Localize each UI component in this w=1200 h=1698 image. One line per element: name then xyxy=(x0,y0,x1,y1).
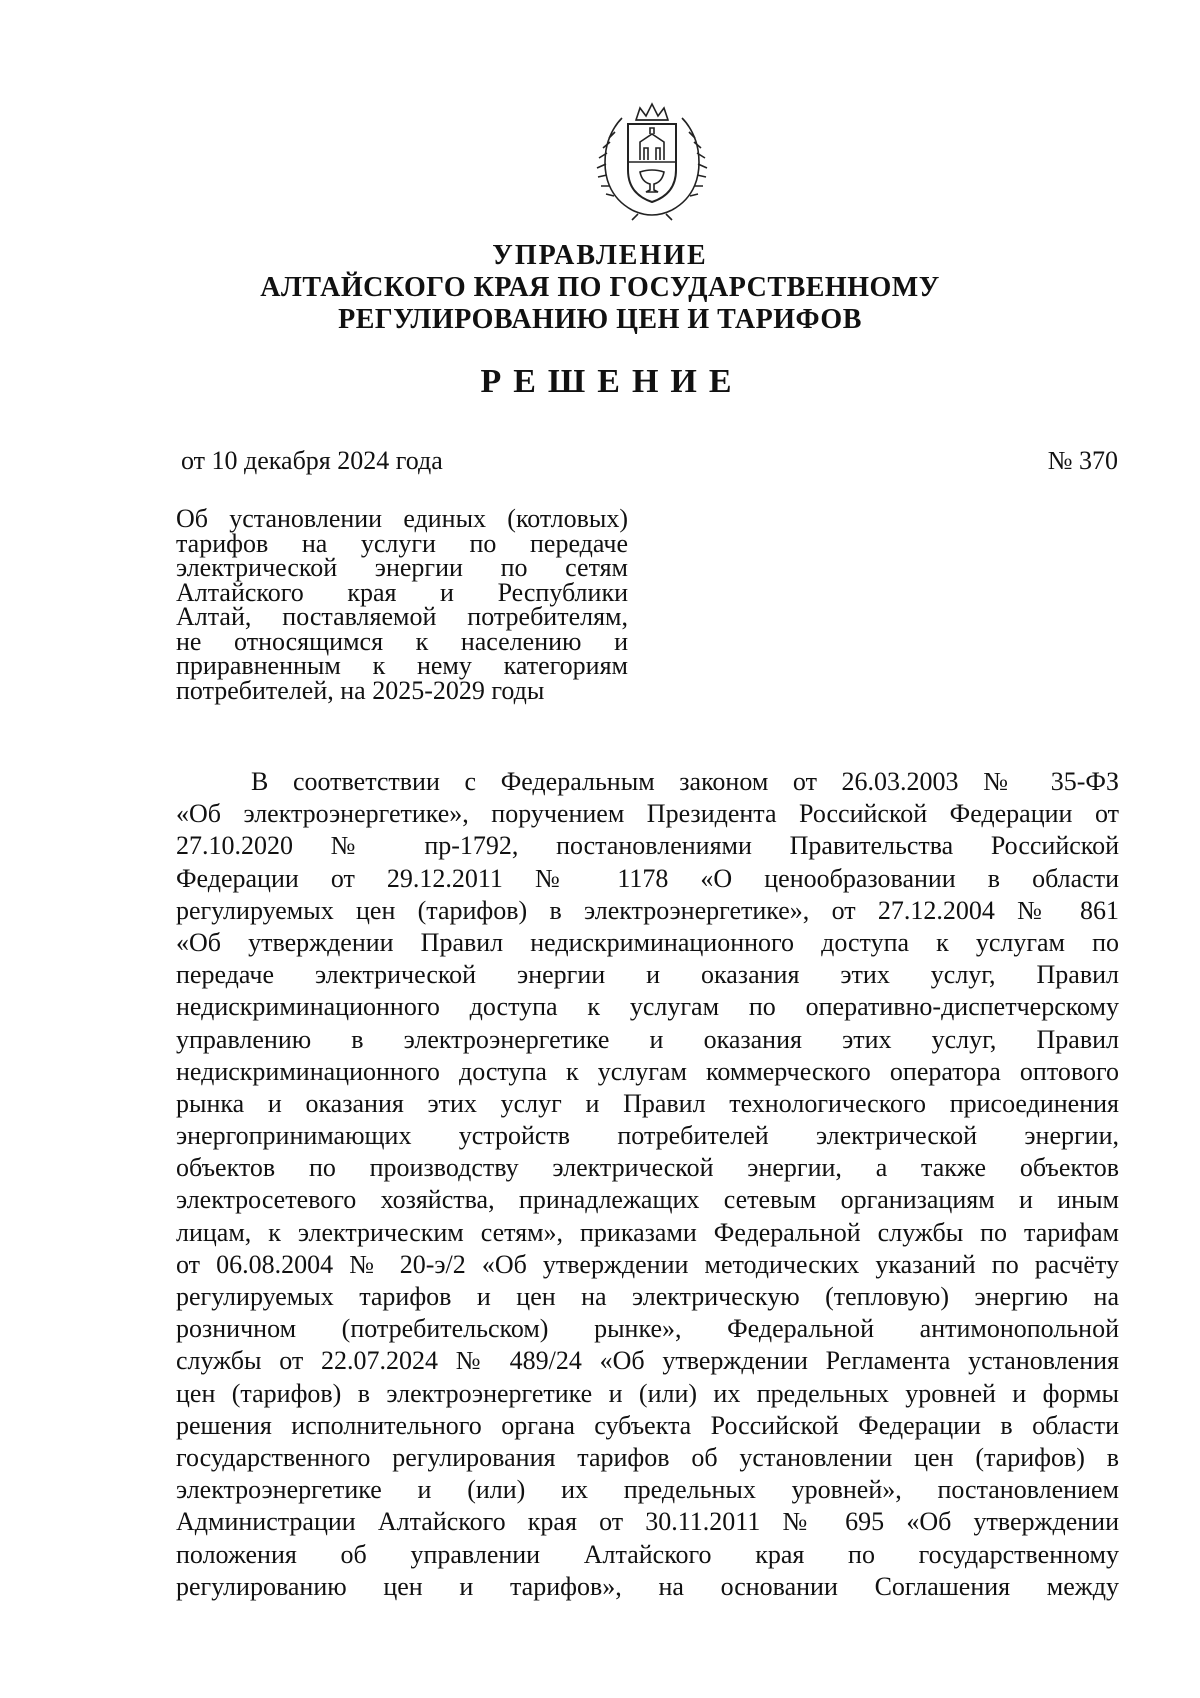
body-line: «Об электроэнергетике», поручением Президента Российской Федерации от xyxy=(176,799,1119,829)
org-name-line-1: УПРАВЛЕНИЕ xyxy=(492,240,708,271)
subject-line: тарифов на услуги по передаче xyxy=(176,528,628,558)
body-line: решения исполнительного органа субъекта Российской Федерации в области xyxy=(176,1410,1119,1440)
subject-line: электрической энергии по сетям xyxy=(176,553,628,582)
body-line: 27.10.2020 № пр-1792, постановлениями Правительства Российской xyxy=(176,831,1119,861)
body-line: В соответствии с Федеральным законом от 26.03.2003 № 35-ФЗ xyxy=(251,767,1119,796)
subject-line: потребителей, на 2025-2029 годы xyxy=(176,675,545,705)
body-line: недискриминационного доступа к услугам коммерческого оператора оптового xyxy=(176,1056,1119,1086)
body-line: передаче электрической энергии и оказания этих услуг, Правил xyxy=(176,960,1119,990)
subject-line: приравненным к нему категориям xyxy=(176,651,628,680)
subject-line: Алтайского края и Республики xyxy=(176,577,628,607)
subject-line: Об установлении единых (котловых) xyxy=(176,504,628,533)
org-name-line-2: АЛТАЙСКОГО КРАЯ ПО ГОСУДАРСТВЕННОМУ xyxy=(260,272,940,303)
coat-of-arms-emblem xyxy=(592,98,712,222)
body-line: государственного регулирования тарифов об установлении цен (тарифов) в xyxy=(176,1442,1119,1472)
body-line: электросетевого хозяйства, принадлежащих сетевым организациям и иным xyxy=(176,1185,1119,1215)
document-body xyxy=(176,766,1119,1603)
body-line: «Об утверждении Правил недискриминационного доступа к услугам по xyxy=(176,927,1119,957)
body-line: электроэнергетике и (или) их предельных уровней», постановлением xyxy=(176,1475,1119,1505)
document-subject xyxy=(176,504,628,705)
body-line: энергопринимающих устройств потребителей электрической энергии, xyxy=(176,1121,1119,1151)
body-line: Федерации от 29.12.2011 № 1178 «О ценообразовании в области xyxy=(176,863,1119,893)
subject-line: не относящимся к населению и xyxy=(176,626,628,656)
body-line: Администрации Алтайского края от 30.11.2011 № 695 «Об утверждении xyxy=(176,1507,1119,1537)
document-type-title: РЕШЕНИЕ xyxy=(480,363,744,400)
org-name-line-3: РЕГУЛИРОВАНИЮ ЦЕН И ТАРИФОВ xyxy=(338,304,862,335)
body-line: регулируемых тарифов и цен на электрическую (тепловую) энергию на xyxy=(176,1282,1119,1311)
body-line: управлению в электроэнергетике и оказания этих услуг, Правил xyxy=(176,1024,1119,1054)
body-line: недискриминационного доступа к услугам по оперативно-диспетчерскому xyxy=(176,992,1119,1022)
body-line: положения об управлении Алтайского края по государственному xyxy=(176,1539,1119,1569)
document-date: от 10 декабря 2024 года xyxy=(181,446,443,475)
body-line: регулируемых цен (тарифов) в электроэнергетике», от 27.12.2004 № 861 xyxy=(176,895,1119,925)
body-line: службы от 22.07.2024 № 489/24 «Об утверждении Регламента установления xyxy=(176,1346,1119,1376)
body-line: объектов по производству электрической энергии, а также объектов xyxy=(176,1153,1119,1183)
body-line: рынка и оказания этих услуг и Правил технологического присоединения xyxy=(176,1088,1119,1118)
body-line: лицам, к электрическим сетям», приказами Федеральной службы по тарифам xyxy=(176,1217,1119,1247)
body-line: цен (тарифов) в электроэнергетике и (или) их предельных уровней и формы xyxy=(176,1378,1119,1408)
document-number: № 370 xyxy=(1047,446,1118,475)
body-line: регулированию цен и тарифов», на основании Соглашения между xyxy=(176,1571,1119,1601)
body-line: от 06.08.2004 № 20-э/2 «Об утверждении методических указаний по расчёту xyxy=(176,1249,1119,1279)
subject-line: Алтай, поставляемой потребителям, xyxy=(176,602,628,631)
body-line: розничном (потребительском) рынке», Федеральной антимонопольной xyxy=(176,1314,1119,1344)
